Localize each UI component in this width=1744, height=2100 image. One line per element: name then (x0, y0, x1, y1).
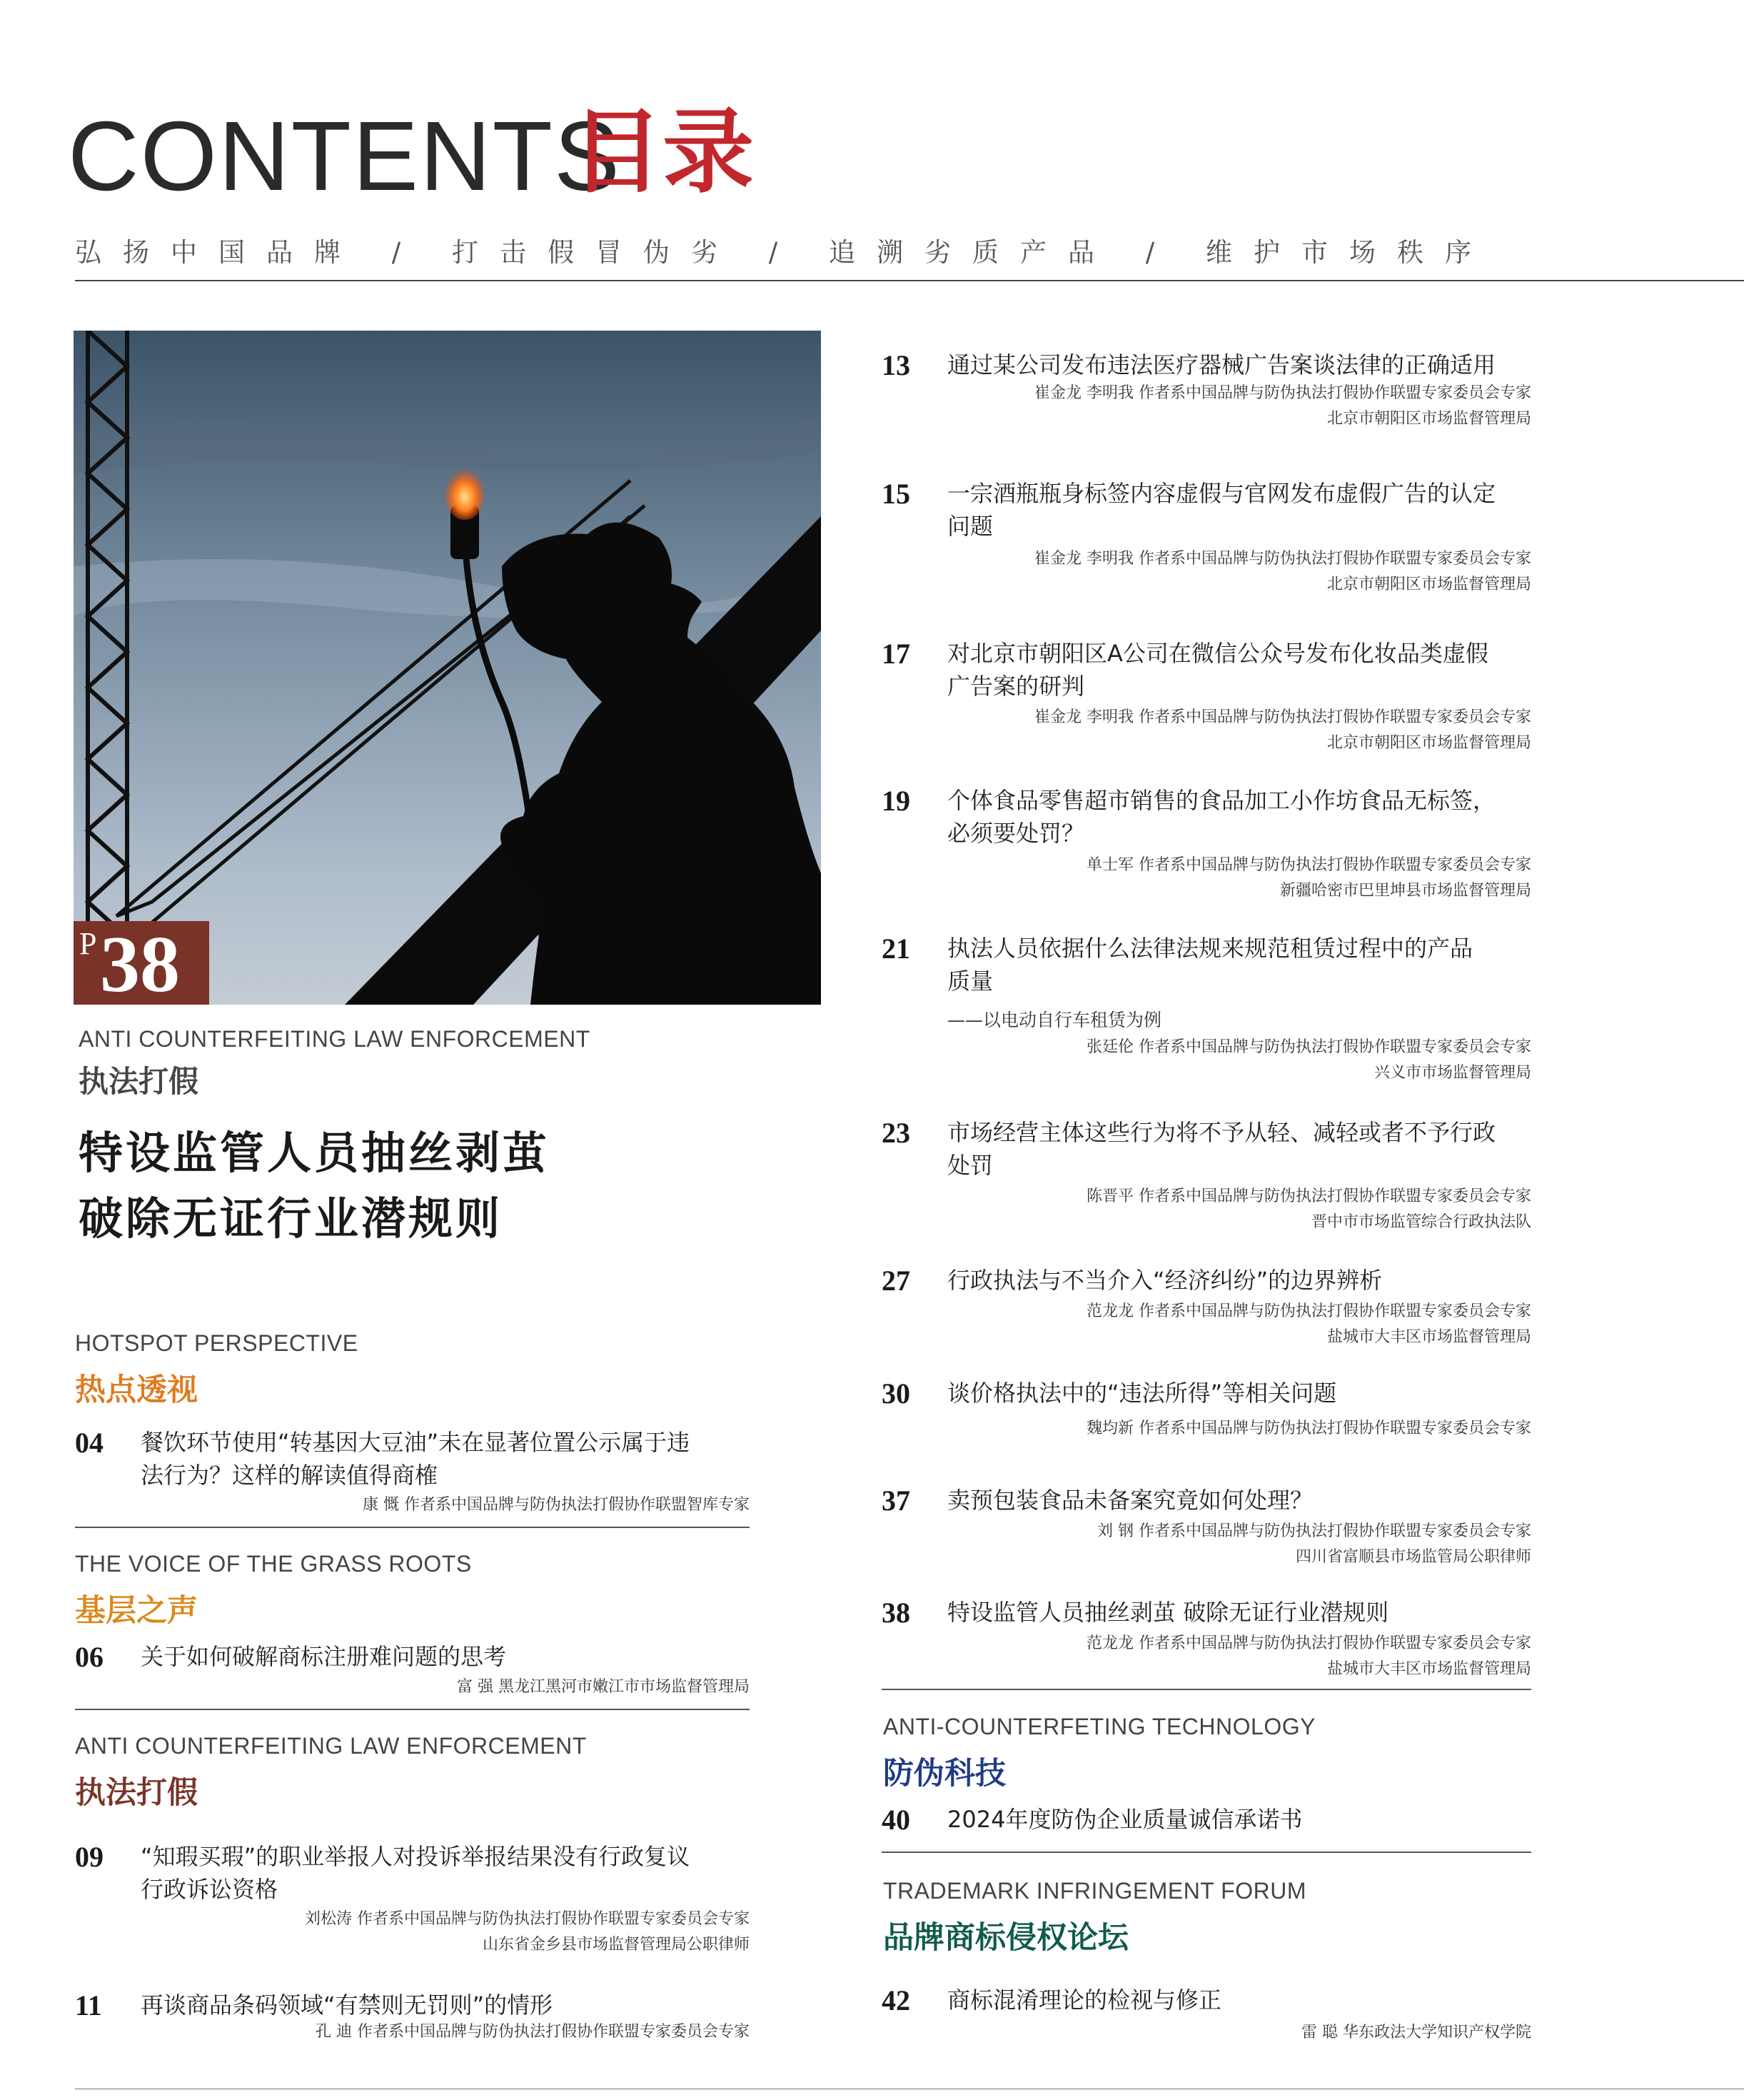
toc-page-number: 15 (882, 478, 910, 510)
section-law-en: ANTI COUNTERFEITING LAW ENFORCEMENT (75, 1733, 587, 1759)
feature-section-en: ANTI COUNTERFEITING LAW ENFORCEMENT (79, 1026, 590, 1052)
feature-title-line2: 破除无证行业潜规则 (79, 1192, 503, 1245)
toc-author: 崔金龙 李明我 作者系中国品牌与防伪执法打假协作联盟专家委员会专家 (1034, 708, 1531, 726)
toc-author: 单士军 作者系中国品牌与防伪执法打假协作联盟专家委员会专家 (1087, 856, 1531, 874)
toc-title[interactable]: 市场经营主体这些行为将不予从轻、减轻或者不予行政 (947, 1119, 1496, 1146)
toc-affiliation: 盐城市大丰区市场监督管理局 (1326, 1660, 1531, 1678)
section-hotspot-en: HOTSPOT PERSPECTIVE (75, 1330, 358, 1356)
toc-page-number: 38 (882, 1597, 910, 1629)
toc-title[interactable]: 谈价格执法中的“违法所得”等相关问题 (947, 1380, 1337, 1407)
toc-author: 崔金龙 李明我 作者系中国品牌与防伪执法打假协作联盟专家委员会专家 (1034, 384, 1531, 402)
section-divider (882, 1689, 1531, 1690)
section-law-cn: 执法打假 (75, 1775, 198, 1811)
toc-page-number: 42 (882, 1984, 910, 2016)
toc-title[interactable]: “知瑕买瑕”的职业举报人对投诉举报结果没有行政复议 (141, 1843, 690, 1870)
section-divider (75, 1527, 750, 1528)
toc-page-number: 13 (882, 349, 910, 381)
toc-author: 张廷伦 作者系中国品牌与防伪执法打假协作联盟专家委员会专家 (1087, 1038, 1531, 1056)
feature-photo (74, 331, 821, 1009)
toc-affiliation: 新疆哈密市巴里坤县市场监督管理局 (1279, 882, 1531, 900)
toc-affiliation: 北京市朝阳区市场监督管理局 (1326, 410, 1531, 428)
toc-title[interactable]: 个体食品零售超市销售的食品加工小作坊食品无标签， (947, 787, 1496, 814)
toc-page-number: 04 (75, 1427, 104, 1459)
feature-title-line1: 特设监管人员抽丝剥茧 (79, 1127, 550, 1179)
toc-affiliation: 北京市朝阳区市场监督管理局 (1326, 576, 1531, 593)
toc-title[interactable]: 行政执法与不当介入“经济纠纷”的边界辨析 (947, 1267, 1383, 1294)
toc-author: 雷 聪 华东政法大学知识产权学院 (1301, 2024, 1531, 2041)
toc-affiliation: 山东省金乡县市场监督管理局公职律师 (482, 1936, 750, 1954)
toc-page-number: 11 (75, 1989, 102, 2021)
toc-author: 陈晋平 作者系中国品牌与防伪执法打假协作联盟专家委员会专家 (1087, 1187, 1531, 1205)
section-divider (75, 1709, 750, 1710)
toc-affiliation: 盐城市大丰区市场监督管理局 (1326, 1328, 1531, 1346)
toc-title-cont[interactable]: 质量 (947, 968, 994, 995)
toc-title[interactable]: 卖预包装食品未备案究竟如何处理？ (947, 1487, 1314, 1514)
toc-page-number: 17 (882, 638, 910, 670)
feature-page-number: 38 (100, 920, 180, 1009)
toc-page-number: 27 (882, 1265, 910, 1297)
feature-page-prefix: P (79, 926, 97, 961)
contents-heading-en: CONTENTS (68, 101, 621, 211)
worker-silhouette-illustration (74, 331, 821, 1009)
toc-title[interactable]: 餐饮环节使用“转基因大豆油”未在显著位置公示属于违 (141, 1429, 690, 1456)
toc-title[interactable]: 商标混淆理论的检视与修正 (947, 1986, 1222, 2014)
section-tech-cn: 防伪科技 (883, 1756, 1006, 1792)
toc-author: 范龙龙 作者系中国品牌与防伪执法打假协作联盟专家委员会专家 (1087, 1634, 1531, 1652)
toc-title-cont[interactable]: 处罚 (947, 1152, 994, 1179)
toc-author: 富 强 黑龙江黑河市嫩江市市场监督管理局 (457, 1678, 750, 1696)
toc-affiliation: 晋中市市场监管综合行政执法队 (1311, 1213, 1531, 1231)
toc-author: 刘松涛 作者系中国品牌与防伪执法打假协作联盟专家委员会专家 (305, 1910, 750, 1928)
toc-page-number: 37 (882, 1484, 910, 1517)
toc-title[interactable]: 关于如何破解商标注册难问题的思考 (141, 1643, 507, 1670)
toc-title-cont[interactable]: 行政诉讼资格 (141, 1876, 278, 1903)
toc-page-number: 30 (882, 1377, 910, 1410)
header-divider (75, 280, 1744, 281)
section-tech-en: ANTI-COUNTERFETING TECHNOLOGY (883, 1714, 1316, 1739)
toc-author: 崔金龙 李明我 作者系中国品牌与防伪执法打假协作联盟专家委员会专家 (1034, 550, 1531, 568)
toc-page-number: 19 (882, 785, 910, 817)
section-divider (882, 1852, 1531, 1853)
section-grassroots-cn: 基层之声 (75, 1593, 198, 1629)
toc-title[interactable]: 再谈商品条码领域“有禁则无罚则”的情形 (141, 1991, 553, 2019)
toc-author: 康 慨 作者系中国品牌与防伪执法打假协作联盟智库专家 (363, 1496, 750, 1514)
section-forum-cn: 品牌商标侵权论坛 (883, 1920, 1129, 1956)
toc-title-cont[interactable]: 法行为？这样的解读值得商榷 (141, 1462, 438, 1489)
toc-author: 孔 迪 作者系中国品牌与防伪执法打假协作联盟专家委员会专家 (316, 2023, 750, 2041)
toc-subtitle: ——以电动自行车租赁为例 (947, 1010, 1162, 1030)
slogan: 弘扬中国品牌 / 打击假冒伪劣 / 追溯劣质产品 / 维护市场秩序 (75, 237, 1493, 268)
toc-title[interactable]: 特设监管人员抽丝剥茧 破除无证行业潜规则 (947, 1599, 1389, 1626)
toc-author: 刘 钢 作者系中国品牌与防伪执法打假协作联盟专家委员会专家 (1097, 1522, 1531, 1540)
toc-author: 范龙龙 作者系中国品牌与防伪执法打假协作联盟专家委员会专家 (1087, 1302, 1531, 1320)
toc-page-number: 21 (882, 933, 910, 965)
toc-page-number: 40 (882, 1804, 910, 1836)
toc-title[interactable]: 通过某公司发布违法医疗器械广告案谈法律的正确适用 (947, 351, 1496, 378)
toc-title-cont[interactable]: 必须要处罚？ (947, 820, 1085, 847)
toc-page-number: 09 (75, 1841, 104, 1873)
toc-title[interactable]: 一宗酒瓶瓶身标签内容虚假与官网发布虚假广告的认定 (947, 480, 1496, 507)
toc-title-cont[interactable]: 问题 (947, 513, 994, 540)
contents-heading-cn: 目录 (571, 99, 755, 206)
toc-title[interactable]: 2024年度防伪企业质量诚信承诺书 (947, 1806, 1303, 1833)
feature-section-cn: 执法打假 (79, 1064, 199, 1099)
toc-page-number: 23 (882, 1117, 910, 1149)
toc-affiliation: 兴义市市场监督管理局 (1373, 1064, 1531, 1082)
section-grassroots-en: THE VOICE OF THE GRASS ROOTS (75, 1551, 472, 1577)
toc-title[interactable]: 对北京市朝阳区A公司在微信公众号发布化妆品类虚假 (947, 640, 1488, 667)
toc-page-number: 06 (75, 1641, 104, 1673)
toc-title[interactable]: 执法人员依据什么法律法规来规范租赁过程中的产品 (947, 935, 1473, 962)
toc-title-cont[interactable]: 广告案的研判 (947, 673, 1085, 700)
section-forum-en: TRADEMARK INFRINGEMENT FORUM (883, 1878, 1306, 1904)
toc-affiliation: 四川省富顺县市场监管局公职律师 (1295, 1548, 1531, 1566)
toc-affiliation: 北京市朝阳区市场监督管理局 (1326, 734, 1531, 752)
toc-author: 魏均新 作者系中国品牌与防伪执法打假协作联盟专家委员会专家 (1087, 1420, 1531, 1437)
section-hotspot-cn: 热点透视 (75, 1372, 198, 1408)
